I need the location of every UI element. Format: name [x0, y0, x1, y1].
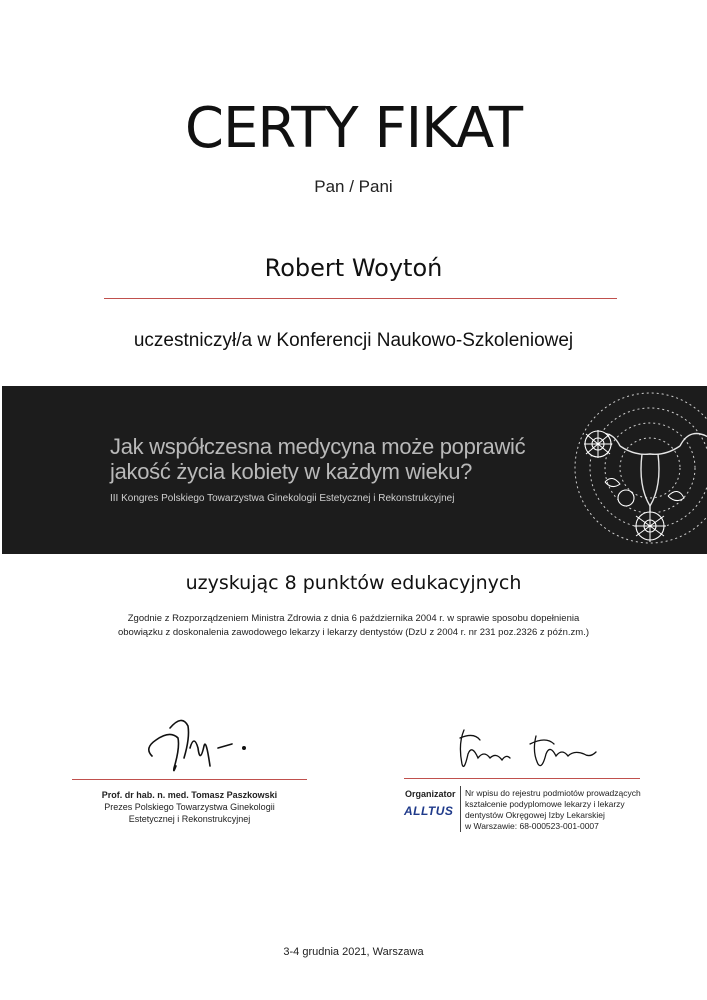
president-role-line1: Prezes Polskiego Towarzystwa Ginekologii — [104, 802, 275, 812]
president-role-line2: Estetycznej i Rekonstrukcyjnej — [128, 814, 251, 824]
organizer-info-line2: kształcenie podyplomowe lekarzy i lekarzy — [465, 799, 625, 809]
participation-text: uczestniczył/a w Konferencji Naukowo-Szkoleniowej — [133, 330, 574, 351]
organizer-label: Organizator — [405, 789, 456, 799]
president-signature-icon — [140, 708, 270, 778]
organizer-divider — [460, 786, 461, 832]
floral-uterus-icon — [550, 386, 707, 554]
banner-headline-line2: jakość życia kobiety w każdym wieku? — [110, 459, 473, 484]
event-date-place: 3-4 grudnia 2021, Warszawa — [283, 946, 424, 958]
banner-headline-line1: Jak współczesna medycyna może poprawić — [110, 434, 526, 459]
organizer-info-line4: w Warszawie: 68-000523-001-0007 — [465, 821, 599, 831]
recipient-name: Robert Woytoń — [264, 254, 443, 282]
alltus-logo: ALLTUS — [404, 804, 454, 818]
conference-banner — [2, 386, 707, 554]
salutation: Pan / Pani — [314, 177, 393, 196]
banner-subtitle: III Kongres Polskiego Towarzystwa Ginekologii Estetycznej i Rekonstrukcyjnej — [110, 493, 455, 504]
left-signature-line — [72, 779, 307, 780]
education-points: uzyskując 8 punktów edukacyjnych — [185, 572, 522, 594]
certificate-title: CERTY FIKAT — [184, 96, 523, 161]
right-signature-line — [404, 778, 640, 779]
name-underline — [104, 298, 617, 299]
legal-note-line2: obowiązku z doskonalenia zawodowego lekarzy i lekarzy dentystów (DzU z 2004 r. nr 231 poz.2326 z późn.zm.) — [117, 627, 590, 638]
president-name: Prof. dr hab. n. med. Tomasz Paszkowski — [101, 790, 278, 800]
organizer-info-line1: Nr wpisu do rejestru podmiotów prowadzących — [465, 788, 641, 798]
legal-note-line1: Zgodnie z Rozporządzeniem Ministra Zdrowia z dnia 6 października 2004 r. w sprawie sposobu dopełnienia — [127, 613, 580, 624]
organizer-signatures-icon — [450, 724, 600, 776]
organizer-info-line3: dentystów Okręgowej Izby Lekarskiej — [465, 810, 605, 820]
